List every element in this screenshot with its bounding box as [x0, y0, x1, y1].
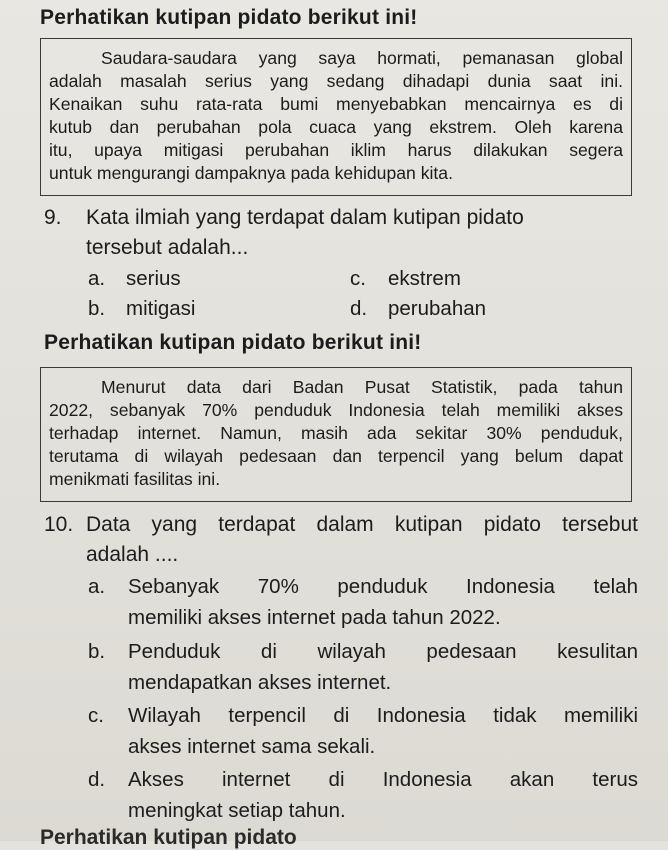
question-9-option-c-letter: c.	[350, 267, 366, 290]
passage-1-line: untuk mengurangi dampaknya pada kehidupan kita.	[49, 163, 453, 183]
question-9-option-a-letter: a.	[88, 267, 106, 290]
passage-1-line: Kenaikan suhu rata-rata bumi menyebabkan mencairnya es di	[49, 94, 623, 114]
question-10-option-d-cont[interactable]: meningkat setiap tahun.	[128, 799, 346, 822]
passage-1-line: adalah masalah serius yang sedang dihadapi dunia saat ini.	[49, 71, 623, 91]
question-10-option-a[interactable]: Sebanyak 70% penduduk Indonesia telah	[128, 575, 638, 598]
question-10-option-c[interactable]: Wilayah terpencil di Indonesia tidak memiliki	[128, 704, 638, 727]
passage-2-line: terhadap internet. Namun, masih ada sekitar 30% penduduk,	[49, 423, 623, 443]
passage-box-2	[40, 367, 632, 502]
question-10-text: adalah ....	[86, 543, 179, 566]
question-9-text: tersebut adalah...	[86, 236, 249, 259]
question-9-option-b[interactable]: mitigasi	[126, 297, 196, 320]
question-10-number: 10.	[44, 513, 74, 536]
question-9-option-a[interactable]: serius	[126, 267, 181, 290]
question-10-text: Data yang terdapat dalam kutipan pidato tersebut	[86, 513, 638, 536]
passage-1-line: kutub dan perubahan pola cuaca yang ekstrem. Oleh karena	[49, 117, 623, 137]
question-10-option-d[interactable]: Akses internet di Indonesia akan terus	[128, 768, 638, 791]
question-10-option-d-letter: d.	[88, 768, 106, 791]
question-10-option-a-cont[interactable]: memiliki akses internet pada tahun 2022.	[128, 606, 501, 629]
passage-2-line: menikmati fasilitas ini.	[49, 469, 221, 489]
passage-2-line: 2022, sebanyak 70% penduduk Indonesia telah memiliki akses	[49, 400, 623, 420]
question-9-option-d-letter: d.	[350, 297, 368, 320]
question-9-text: Kata ilmiah yang terdapat dalam kutipan pidato	[86, 206, 524, 229]
question-9-number: 9.	[44, 206, 62, 229]
passage-1-line: Saudara-saudara yang saya hormati, pemanasan global	[101, 48, 623, 68]
question-10-option-a-letter: a.	[88, 575, 106, 598]
instruction-1: Perhatikan kutipan pidato berikut ini!	[40, 6, 418, 29]
cut-off-instruction: Perhatikan kutipan pidato	[40, 826, 297, 849]
passage-2-line: Menurut data dari Badan Pusat Statistik, pada tahun	[101, 377, 623, 397]
passage-box-1	[40, 38, 632, 196]
question-9-option-d[interactable]: perubahan	[388, 297, 487, 320]
question-9-option-b-letter: b.	[88, 297, 106, 320]
question-10-option-b-cont[interactable]: mendapatkan akses internet.	[128, 671, 392, 694]
question-10-option-c-letter: c.	[88, 704, 104, 727]
question-10-option-c-cont[interactable]: akses internet sama sekali.	[128, 735, 376, 758]
question-9-option-c[interactable]: ekstrem	[388, 267, 461, 290]
passage-2-line: terutama di wilayah pedesaan dan terpencil yang belum dapat	[49, 446, 623, 466]
passage-1-line: itu, upaya mitigasi perubahan iklim harus dilakukan segera	[49, 140, 623, 160]
instruction-2: Perhatikan kutipan pidato berikut ini!	[44, 331, 422, 354]
question-10-option-b-letter: b.	[88, 640, 106, 663]
question-10-option-b[interactable]: Penduduk di wilayah pedesaan kesulitan	[128, 640, 638, 663]
